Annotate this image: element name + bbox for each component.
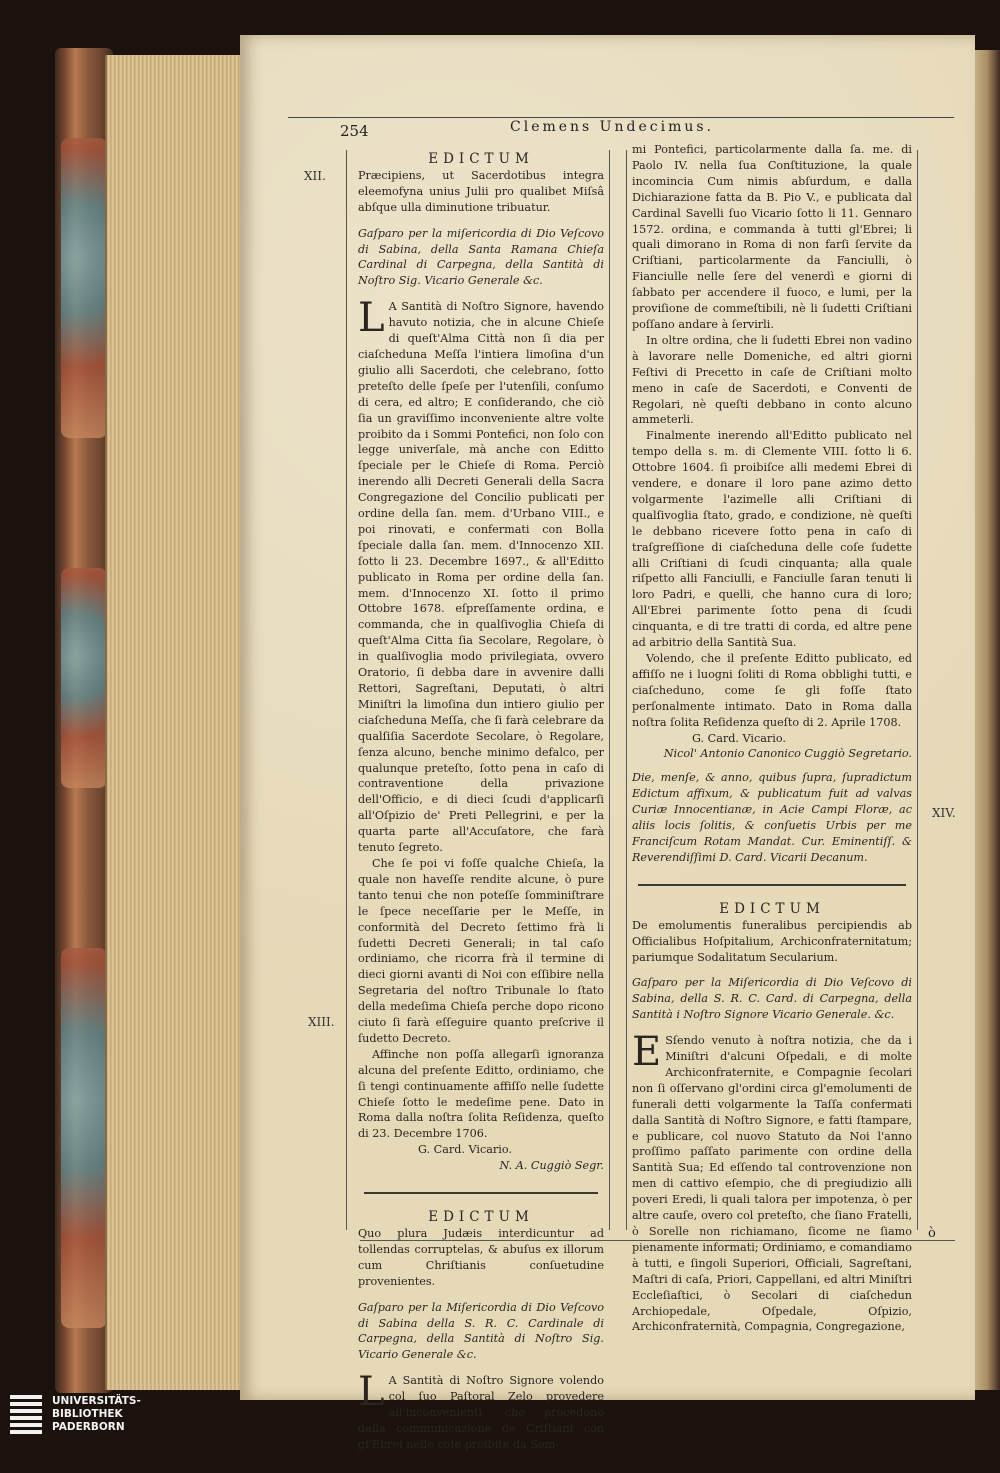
edict-xii-para-3: Affinche non poſſa allegarſi ignoranza alcuna del preſente Editto, ordiniamo, che ſi tengi continuamente affiſſo nelle ſudette Chieſe ſotto le medeſime pene. Dato in Roma dalla noſtra ſolita Reſidenza, queſto di 23. Decembre 1706. xyxy=(358,1047,604,1141)
edict-xiii-para-1-text: A Santità di Noſtro Signore volendo col ſuo Paſtoral Zelo provedere all'inconvenienti, che procedono dalla communicazione de Criſtiani con gl'Ebrei nelle coſe proibite da Som- xyxy=(358,1374,604,1451)
edict-xiv-title: EDICTUM xyxy=(719,900,825,917)
header-rule xyxy=(288,117,954,118)
edict-xiii-secretary: Nicol' Antonio Canonico Cuggiò Segretario. xyxy=(663,747,912,761)
margin-number-xiii: XIII. xyxy=(308,1015,335,1029)
edict-xii-signature: G. Card. Vicario. xyxy=(418,1143,512,1157)
catchword: ò xyxy=(928,1226,936,1241)
edict-xiii-cont-para-1: mi Pontefici, particolarmente dalla ſa. me. di Paolo IV. nella ſua Conſtituzione, la quale incomincia Cum nimis abſurdum, e dalla Dichiarazione fatta da B. Pio V., e publicata dal Cardinal Savelli ſuo Vicario ſotto li 11. Gennaro 1572. ordina, e commanda à tutti gl'Ebrei; li quali dimorano in Roma di non farſi ſervite da Criſtiani, particolarmente da Fanciulli, ò Fianciulle nelle ſere del venerdì e giorni di ſabbato per accendere il fuoco, e lumi, per la proviſione de commeſtibili, nè li ſudetti Criſtiani poſſano andare à ſervirli. xyxy=(632,143,912,331)
edict-xii-title: EDICTUM xyxy=(428,151,534,167)
page-number: 254 xyxy=(340,122,369,140)
drop-cap: L xyxy=(358,1369,385,1416)
edict-xiv-para-1 xyxy=(632,1029,912,1335)
library-name xyxy=(52,1395,141,1434)
edict-xiii-summary: Quo plura Judæis interdicuntur ad tollendas corruptelas, & abuſus ex illorum cum Chriſtianis conſuetudine provenientes. xyxy=(358,1227,604,1288)
footer-rule xyxy=(360,1240,955,1241)
drop-cap: L xyxy=(358,295,385,342)
page-edges xyxy=(105,55,245,1390)
edict-xii-para-1-text: A Santità di Noſtro Signore, havendo havuto notizia, che in alcune Chieſe di queſt'Alma Città non ſi dia per ciaſcheduna Meſſa l'intiera limoſina d'un giulio alli Sacerdoti, che celebrano, ſotto preteſto delle ſpeſe per l'utenſili, conſumo di cera, ed altro; E conſiderando, che ciò ſia un graviſſimo inconveniente altre volte proibito da i Sommi Pontefici, non ſolo con legge univerſale, mà anche con Editto ſpeciale per le Chieſe di Roma. Perciò inerendo alli Decreti Generali della Sacra Congregazione del Concilio publicati per ordine della ſan. mem. d'Urbano VIII., e poi rinovati, e confermati con Bolla ſpeciale dalla ſan. mem. d'Innocenzo XII. ſotto li 23. Decembre 1697., & all'Editto publicato in Roma per ordine della ſan. mem. d'Innocenzo XI. ſotto il primo Ottobre 1678. eſpreſſamente ordina, e commanda, che in qualſivoglia Chieſa di queſt'Alma Citta ſia Secolare, Regolare, ò in qualſivoglia modo privilegiata, ovvero Oratorio, ſi debba dare in avvenire dalli Rettori, Sagreſtani, Deputati, ò altri Miniſtri la limoſina dun intiero giulio per ciaſcheduna Meſſa, che ſi farà celebrare da qualſiſia Sacerdote Secolare, ò Regolare, ſenza alcuno, benche minimo defalco, per qualunque preteſto, ſotto pena in caſo di contraventione della privazione dell'Officio, e di dieci ſcudi d'applicarſi all'Oſpizio de' Preti Pellegrini, e per la quarta parte all'Accuſatore, che farà tenuto ſegreto. xyxy=(358,300,604,855)
edict-separator xyxy=(638,884,906,886)
right-column xyxy=(632,142,912,1335)
edict-xiii-title: EDICTUM xyxy=(428,1209,534,1226)
edict-xiii-cont-para-3: Finalmente inerendo all'Editto publicato nel tempo della s. m. di Clemente VIII. ſotto li 6. Ottobre 1604. ſi proibiſce alli medemi Ebrei di vendere, e donare il loro pane azimo detto volgarmente l'azimelle alli Criſtiani di qualſivoglia ſtato, grado, e condizione, nè queſti le debbano ricevere ſotto pena in caſo di traſgreſſione di ciaſcheduna delle coſe ſudette alli Criſtiani di ſcudi cinquanta; alla quale riſpetto alli Fanciulli, e Fanciulle ſaran tenuti li loro Padri, e quelli, che hanno cura di loro; All'Ebrei parimente ſotto pena di ſcudi cinquanta, e di tre tratti di corda, ed altre pene ad arbitrio della Santità Sua. xyxy=(632,429,912,650)
margin-number-xiv: XIV. xyxy=(932,806,956,820)
edict-separator xyxy=(364,1192,598,1194)
edict-xiv-para-1-text: Sſendo venuto à noſtra notizia, che da i Miniſtri d'alcuni Oſpedali, e di molte Archiconfraternite, e Compagnie ſecolari non ſi oſſervano gl'ordini circa gl'emolumenti de funerali detti volgarmente la Taſſa confermati dalla Santità di Noſtro Signore, e fatti ſtampare, e publicare, col nuovo Statuto da Noi l'anno proſſimo paſſato parimente con ordine della Santità Sua; Ed eſſendo tal controvenzione non men di cattivo eſempio, che di pregiudizio alli poveri Eredi, li quali talora per impotenza, ò per altre cauſe, overo col preteſto, che ſiano Fratelli, ò Sorelle non richiamano, ſicome ne ſiamo pienamente informati; Ordiniamo, e comandiamo à tutti, e ſingoli Superiori, Officiali, Sagreſtani, Maſtri di caſa, Priori, Cappellani, ed altri Miniſtri Eccleſiaſtici, ò Secolari di ciaſchedun Archiopedale, Oſpedale, Oſpizio, Archiconfraternità, Compagnia, Congregazione, xyxy=(632,1034,912,1334)
edict-xiii-signature: G. Card. Vicario. xyxy=(692,731,786,745)
edict-xiii-issuer: Gaſparo per la Miſericordia di Dio Veſcovo di Sabina della S. R. C. Cardinale di Carpegna, della Santità di Noſtro Sig. Vicario Generale &c. xyxy=(358,1300,604,1362)
edict-xiv-summary: De emolumentis funeralibus percipiendis ab Officialibus Hoſpitalium, Archiconfraternitatum; pariumque Sodalitatum Secularium. xyxy=(632,918,912,964)
edict-xii-para-2: Che ſe poi vi foſſe qualche Chieſa, la quale non haveſſe rendite alcune, ò pure tanto tenui che non poteſſe ſomminiſtrare le ſpece neceſſarie per le Meſſe, in conformità del Decreto ſettimo frà li ſudetti Decreti Generali; in tal caſo ordiniamo, che ricorra frà il termine di dieci giorni avanti di Noi con eſſibire nella Segretaria del noſtro Tribunale lo ſtato della medeſima Chieſa perche dopo ricono ciuto ſi farà eſſeguire quanto preſcrive il ſudetto Decreto. xyxy=(358,856,604,1045)
library-name-line-3: PADERBORN xyxy=(52,1421,125,1433)
library-name-line-2: BIBLIOTHEK xyxy=(52,1408,123,1420)
edict-xii-issuer: Gaſparo per la miſericordia di Dio Veſcovo di Sabina, della Santa Ramana Chieſa Cardinal di Carpegna, della Santità di Noſtro Sig. Vicario Generale &c. xyxy=(358,226,604,288)
edict-xiii-posting-note: Die, menſe, & anno, quibus ſupra, ſupradictum Edictum affixum, & publicatum fuit ad valvas Curiæ Innocentianæ, in Acie Campi Floræ, ac aliis locis ſolitis, & conſuetis Urbis per me Franciſcum Rotam Mandat. Cur. Eminentiſſ. & Reverendiſſimi D. Card. Vicarii Decanum. xyxy=(632,771,912,864)
edict-xiii-cont-para-4: Volendo, che il preſente Editto publicato, ed affiſſo ne i luogni ſoliti di Roma obblighi tutti, e ciaſcheduno, come ſe gli foſſe ſtato perſonalmente intimato. Dato in Roma dalla noſtra ſolita Reſidenza queſto di 2. Aprile 1708. xyxy=(632,652,912,729)
edict-xii-secretary: N. A. Cuggiò Segr. xyxy=(499,1159,604,1173)
edict-xii-summary: Præcipiens, ut Sacerdotibus integra eleemofyna unius Julii pro qualibet Miſsâ abſque ulla diminutione tribuatur. xyxy=(358,168,604,214)
edict-xiii-para-1 xyxy=(358,1369,604,1453)
edict-xii-para-1 xyxy=(358,295,604,856)
left-column xyxy=(358,152,604,1453)
edict-xiii-cont-para-2: In oltre ordina, che li ſudetti Ebrei non vadino à lavorare nelle Domeniche, ed altri giorni Feſtivi di Precetto in caſe de Criſtiani molto meno in caſe de Sacerdoti, e Conventi de Regolari, nè queſti debbano in conto alcuno ammeterli. xyxy=(632,333,912,427)
drop-cap: E xyxy=(632,1029,662,1076)
edict-xiv-issuer: Gaſparo per la Miſericordia di Dio Veſcovo di Sabina, della S. R. C. Card. di Carpegna, della Santità i Noſtro Signore Vicario Generale. &c. xyxy=(632,976,912,1022)
running-head: Clemens Undecimus. xyxy=(510,119,714,135)
margin-number-xii: XII. xyxy=(304,169,326,183)
library-name-line-1: UNIVERSITÄTS- xyxy=(52,1395,141,1407)
library-logo-mark xyxy=(10,1395,42,1437)
